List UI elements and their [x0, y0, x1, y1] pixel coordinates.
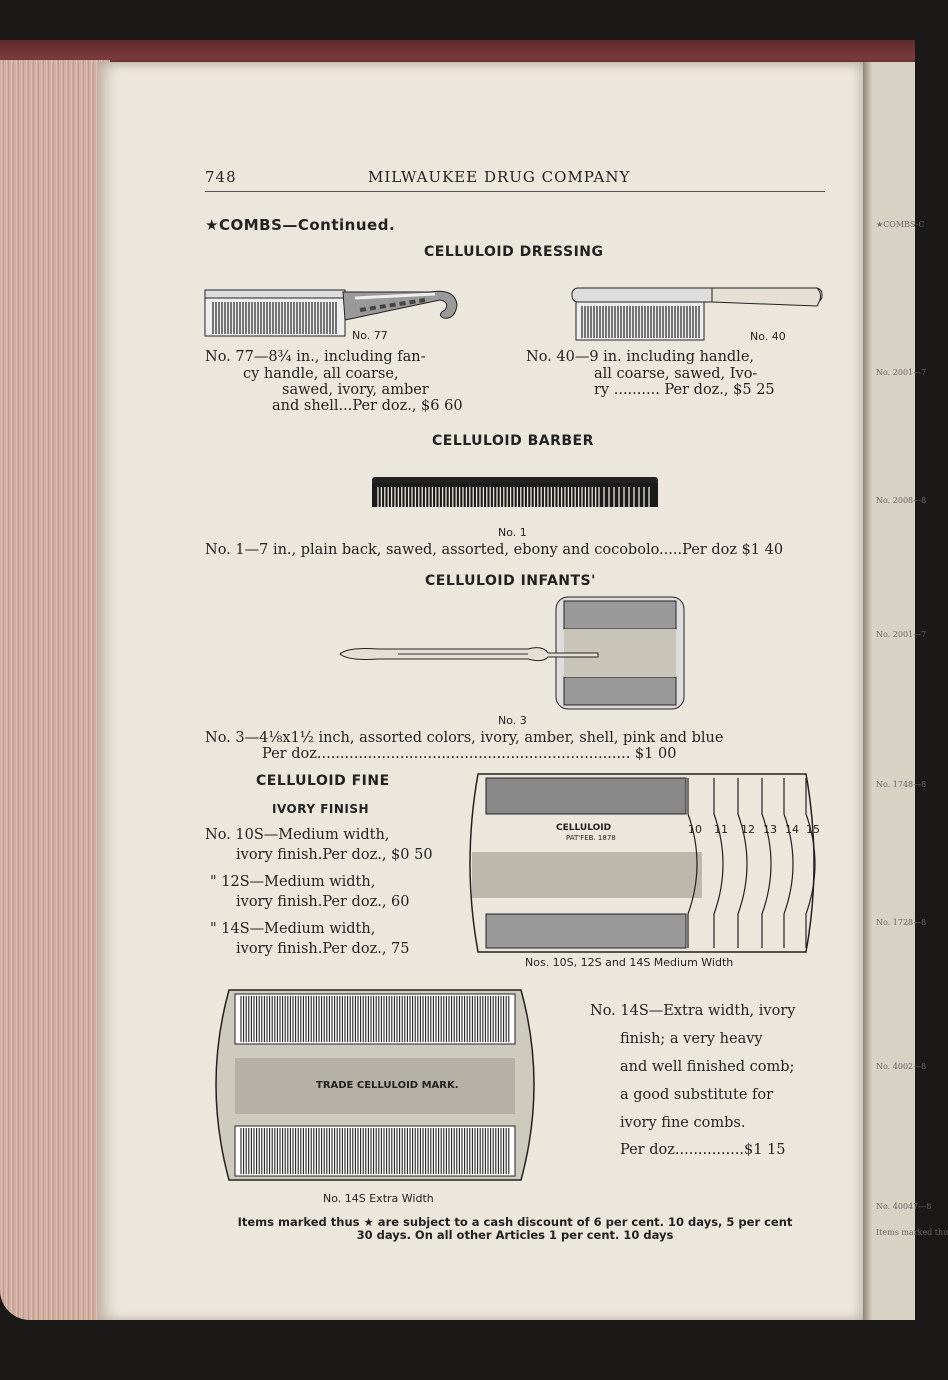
comb-3-illustration: [338, 597, 688, 712]
comb-3-desc-1: No. 3—4⅛x1½ inch, assorted colors, ivory, amber, shell, pink and blue: [205, 730, 724, 746]
extra-desc-2: finish; a very heavy: [620, 1031, 763, 1047]
comb-77-desc-2: cy handle, all coarse,: [243, 366, 399, 382]
size-mark-15: 15: [806, 823, 820, 836]
comb-40-caption: No. 40: [750, 330, 786, 343]
size-mark-10: 10: [688, 823, 702, 836]
size-mark-11: 11: [714, 823, 728, 836]
size-mark-14: 14: [785, 823, 799, 836]
extra-comb-caption: No. 14S Extra Width: [323, 1192, 434, 1205]
fine-12s-line-1: " 12S—Medium width,: [210, 874, 376, 890]
fine-10s-line-2: ivory finish.Per doz., $0 50: [236, 847, 433, 863]
page-edges: [0, 60, 110, 1320]
next-page-text: ★COMBS-C: [876, 220, 925, 229]
section-title-dressing: CELLULOID DRESSING: [424, 244, 604, 260]
page-number: 748: [205, 168, 237, 186]
continued-heading: ★COMBS—Continued.: [205, 216, 396, 234]
medium-comb-sublabel: PAT'FEB. 1878: [566, 834, 616, 842]
fine-medium-illustration: [466, 774, 824, 954]
extra-desc-1: No. 14S—Extra width, ivory: [590, 1003, 796, 1019]
comb-1-illustration: [372, 477, 660, 509]
section-title-fine: CELLULOID FINE: [256, 773, 390, 789]
header-rule: [205, 191, 825, 192]
fine-12s-line-2: ivory finish.Per doz., 60: [236, 894, 410, 910]
footer-note: [200, 1216, 830, 1242]
gutter-shadow: [862, 62, 872, 1322]
comb-1-caption: No. 1: [498, 526, 527, 539]
comb-3-desc-2: Per doz.................................................................... $1 00: [262, 746, 677, 762]
footer-line-1: Items marked thus ★ are subject to a cash discount of 6 per cent. 10 days, 5 per cent: [237, 1215, 793, 1229]
extra-desc-6: Per doz...............$1 15: [620, 1142, 786, 1158]
section-subtitle-ivory: IVORY FINISH: [272, 802, 370, 816]
comb-77-desc-4: and shell...Per doz., $6 60: [272, 398, 463, 414]
fine-14s-line-1: " 14S—Medium width,: [210, 921, 376, 937]
section-title-infants: CELLULOID INFANTS': [425, 573, 596, 589]
comb-40-illustration: [572, 284, 826, 342]
comb-40-desc-3: ry .......... Per doz., $5 25: [594, 382, 775, 398]
next-page-text: No. 4002—8: [876, 1062, 927, 1071]
extra-comb-label: TRADE CELLULOID MARK.: [316, 1080, 459, 1091]
next-page-text: No. 2001—7: [876, 368, 927, 377]
extra-desc-4: a good substitute for: [620, 1087, 774, 1103]
next-page-text: No. 1728—8: [876, 918, 927, 927]
extra-desc-3: and well finished comb;: [620, 1059, 795, 1075]
fine-10s-line-1: No. 10S—Medium width,: [205, 827, 390, 843]
size-mark-12: 12: [741, 823, 755, 836]
comb-77-illustration: [205, 280, 465, 345]
next-page-text: No. 2001—7: [876, 630, 927, 639]
section-title-barber: CELLULOID BARBER: [432, 433, 594, 449]
comb-77-desc-1: No. 77—8¾ in., including fan-: [205, 349, 426, 365]
next-page-text: No. 2008—8: [876, 496, 927, 505]
footer-line-2: 30 days. On all other Articles 1 per cent. 10 days: [356, 1228, 674, 1242]
comb-3-caption: No. 3: [498, 714, 527, 727]
comb-40-desc-2: all coarse, sawed, Ivo-: [594, 366, 758, 382]
comb-1-desc: No. 1—7 in., plain back, sawed, assorted, ebony and cocobolo.....Per doz $1 40: [205, 542, 784, 558]
fine-14s-line-2: ivory finish.Per doz., 75: [236, 941, 410, 957]
size-mark-13: 13: [763, 823, 777, 836]
comb-77-caption: No. 77: [352, 329, 388, 342]
running-header: MILWAUKEE DRUG COMPANY: [368, 168, 631, 186]
extra-desc-5: ivory fine combs.: [620, 1115, 746, 1131]
comb-40-desc-1: No. 40—9 in. including handle,: [526, 349, 755, 365]
medium-comb-label: CELLULOID: [556, 823, 612, 833]
comb-77-desc-3: sawed, ivory, amber: [282, 382, 429, 398]
next-page-text: No. 1748—8: [876, 780, 927, 789]
next-page-text: Items marked thu: [876, 1228, 948, 1237]
next-page-text: No. 40047—8: [876, 1202, 932, 1211]
medium-illustration-caption: Nos. 10S, 12S and 14S Medium Width: [525, 956, 734, 969]
background-bottom: [0, 1320, 915, 1380]
next-page-fragment: [862, 62, 948, 1322]
